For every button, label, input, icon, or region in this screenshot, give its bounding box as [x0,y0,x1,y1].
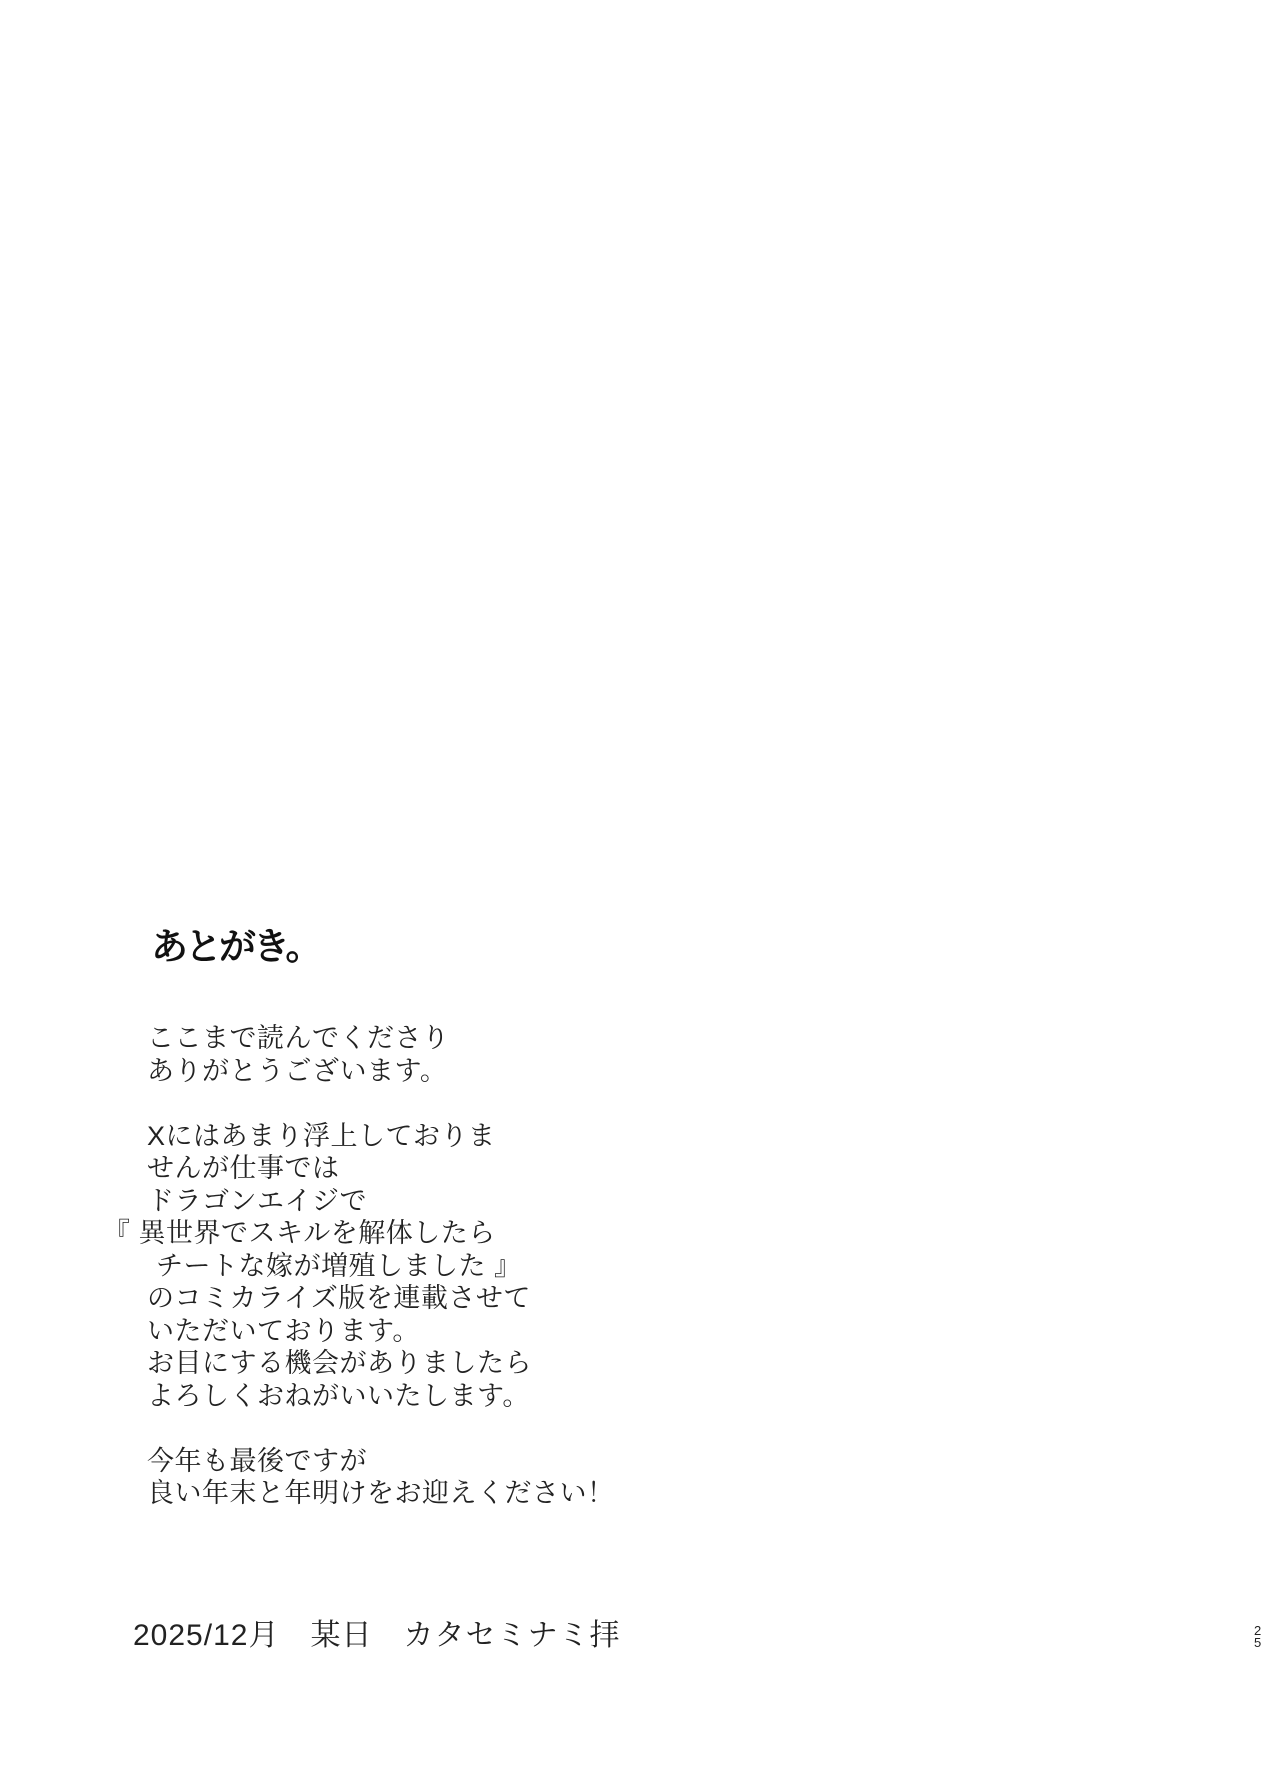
afterword-line: よろしくおねがいいたします。 [147,1380,530,1411]
afterword-line: ここまで読んでくださり [147,1023,450,1053]
afterword-line-quote-close: チートな嫁が増殖しました 』 [156,1250,522,1281]
afterword-line: のコミカライズ版を連載させて [147,1283,531,1313]
afterword-line: いただいております。 [147,1315,420,1346]
afterword-line: ドラゴンエイジで [147,1185,367,1216]
afterword-line: せんが仕事では [147,1153,340,1183]
afterword-line: 良い年末と年明けをお迎えください！ [147,1478,615,1508]
page-number [1254,1625,1266,1649]
afterword-line: Xにはあまり浮上しておりま [147,1120,496,1151]
afterword-line-blank [147,1412,615,1445]
afterword-line-blank [147,1087,615,1120]
afterword-line: 今年も最後ですが [147,1445,367,1476]
afterword-line-quote-open: 『 異世界でスキルを解体したら [103,1218,496,1248]
afterword-line: ありがとうございます。 [147,1055,448,1086]
afterword-heading: あとがき。 [151,926,320,967]
date-signature: 2025/12月 某日 カタセミナミ拝 [133,1619,621,1652]
page-number-digit: 2 [1254,1623,1262,1638]
afterword-body [103,1022,615,1510]
page-number-digit: 5 [1254,1635,1262,1650]
afterword-line: お目にする機会がありましたら [147,1348,532,1378]
